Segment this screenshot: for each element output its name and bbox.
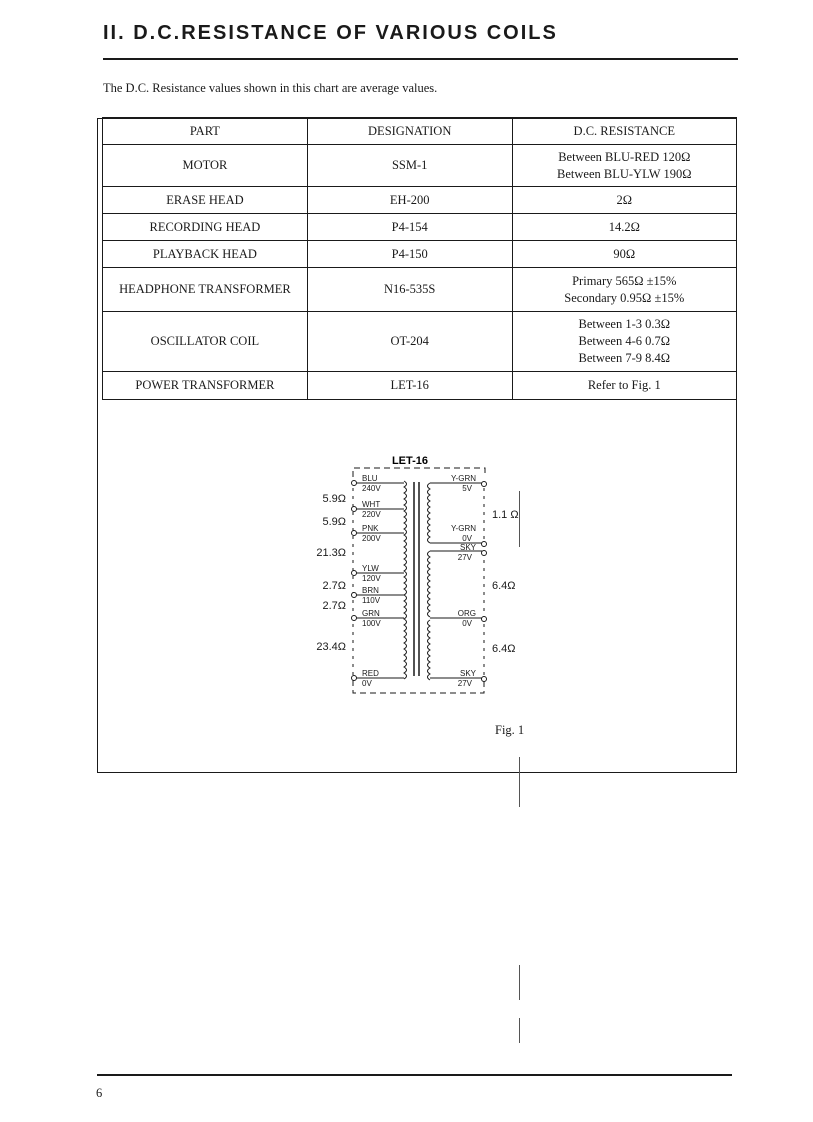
tap-voltage-label: 100V	[362, 619, 381, 628]
winding-resistance: 23.4Ω	[316, 641, 346, 653]
resistance-line: Between 1-3 0.3Ω	[578, 317, 671, 331]
tap-voltage-label: 110V	[362, 596, 381, 605]
part-cell: ERASE HEAD	[103, 187, 308, 214]
resistance-cell: 90Ω	[512, 241, 736, 268]
part-cell: HEADPHONE TRANSFORMER	[103, 268, 308, 312]
table-row	[103, 214, 737, 241]
scan-mark	[519, 757, 520, 807]
part-cell: POWER TRANSFORMER	[103, 372, 308, 400]
tap-color-label: BLU	[362, 474, 378, 483]
tap-color-label: RED	[362, 669, 379, 678]
tap-color-label: SKY	[459, 543, 476, 552]
header-part: PART	[103, 118, 308, 145]
transformer-core	[414, 482, 419, 676]
resistance-cell: 2Ω	[512, 187, 736, 214]
resistance-line: Between BLU-RED 120Ω	[558, 149, 691, 164]
designation-cell: SSM-1	[307, 145, 512, 187]
header-designation: DESIGNATION	[307, 118, 512, 145]
resistance-cell: Refer to Fig. 1	[512, 372, 736, 400]
resistance-cell	[512, 145, 736, 187]
tap-color-label: WHT	[362, 500, 381, 509]
winding-resistance: 5.9Ω	[322, 516, 346, 528]
figure-caption: Fig. 1	[495, 723, 525, 737]
designation-cell: P4-154	[307, 214, 512, 241]
part-cell: OSCILLATOR COIL	[103, 312, 308, 372]
table-row	[103, 145, 737, 187]
tap-color-label: YLW	[362, 564, 379, 573]
primary-coil	[404, 481, 407, 679]
winding-resistance: 2.7Ω	[322, 600, 346, 612]
resistance-cell	[512, 312, 736, 372]
tap-voltage-label: 5V	[462, 484, 472, 493]
winding-resistance: 6.4Ω	[492, 580, 516, 592]
winding-resistance: 1.1 Ω	[492, 509, 519, 521]
secondary-coil	[428, 483, 431, 680]
tap-voltage-label: 120V	[362, 574, 381, 583]
tap-color-label: GRN	[362, 609, 380, 618]
designation-cell: OT-204	[307, 312, 512, 372]
tap-voltage-label: 220V	[362, 510, 381, 519]
secondary-tap-labels	[451, 474, 477, 688]
table-row	[103, 187, 737, 214]
tap-color-label: Y-GRN	[450, 474, 476, 483]
winding-resistance: 21.3Ω	[316, 547, 346, 559]
transformer-diagram	[300, 448, 540, 703]
tap-voltage-label: 0V	[362, 679, 372, 688]
resistance-line: Secondary 0.95Ω ±15%	[564, 290, 685, 305]
table-row	[103, 372, 737, 400]
primary-resistance-labels	[316, 493, 346, 653]
tap-color-label: SKY	[459, 669, 476, 678]
winding-resistance: 2.7Ω	[322, 580, 346, 592]
designation-cell: N16-535S	[307, 268, 512, 312]
resistance-table	[102, 117, 737, 400]
tap-voltage-label: 0V	[462, 619, 472, 628]
table-row	[103, 312, 737, 372]
tap-voltage-label: 27V	[457, 679, 472, 688]
title-rule	[103, 58, 738, 60]
primary-tap-labels	[362, 474, 381, 688]
tap-color-label: BRN	[362, 586, 379, 595]
tap-color-label: Y-GRN	[450, 524, 476, 533]
designation-cell: EH-200	[307, 187, 512, 214]
footer-rule	[97, 1074, 732, 1076]
resistance-cell	[512, 268, 736, 312]
tap-voltage-label: 200V	[362, 534, 381, 543]
part-cell: PLAYBACK HEAD	[103, 241, 308, 268]
winding-resistance: 5.9Ω	[322, 493, 346, 505]
resistance-line: Between BLU-YLW 190Ω	[557, 166, 692, 181]
tap-voltage-label: 0V	[462, 534, 472, 543]
tap-voltage-label: 240V	[362, 484, 381, 493]
tap-color-label: PNK	[362, 524, 379, 533]
page-number: 6	[96, 1086, 103, 1100]
header-resistance: D.C. RESISTANCE	[512, 118, 736, 145]
secondary-resistance-labels	[492, 509, 519, 655]
designation-cell: LET-16	[307, 372, 512, 400]
table-header-row	[103, 118, 737, 145]
part-cell: RECORDING HEAD	[103, 214, 308, 241]
secondary-tap-leads	[430, 482, 487, 682]
resistance-cell: 14.2Ω	[512, 214, 736, 241]
resistance-line: Between 7-9 8.4Ω	[578, 351, 671, 365]
resistance-line: Between 4-6 0.7Ω	[578, 334, 671, 348]
scan-mark	[519, 1018, 520, 1043]
part-cell: MOTOR	[103, 145, 308, 187]
winding-resistance: 6.4Ω	[492, 643, 516, 655]
resistance-line: Primary 565Ω ±15%	[572, 273, 677, 288]
tap-color-label: ORG	[457, 609, 476, 618]
page-title: II. D.C.RESISTANCE OF VARIOUS COILS	[103, 22, 558, 44]
scan-mark	[519, 965, 520, 1000]
tap-voltage-label: 27V	[457, 553, 472, 562]
figure-title: LET-16	[391, 455, 429, 467]
table-row	[103, 268, 737, 312]
table-row	[103, 241, 737, 268]
scan-mark	[519, 491, 520, 547]
designation-cell: P4-150	[307, 241, 512, 268]
intro-text: The D.C. Resistance values shown in this chart are average values.	[103, 81, 438, 95]
